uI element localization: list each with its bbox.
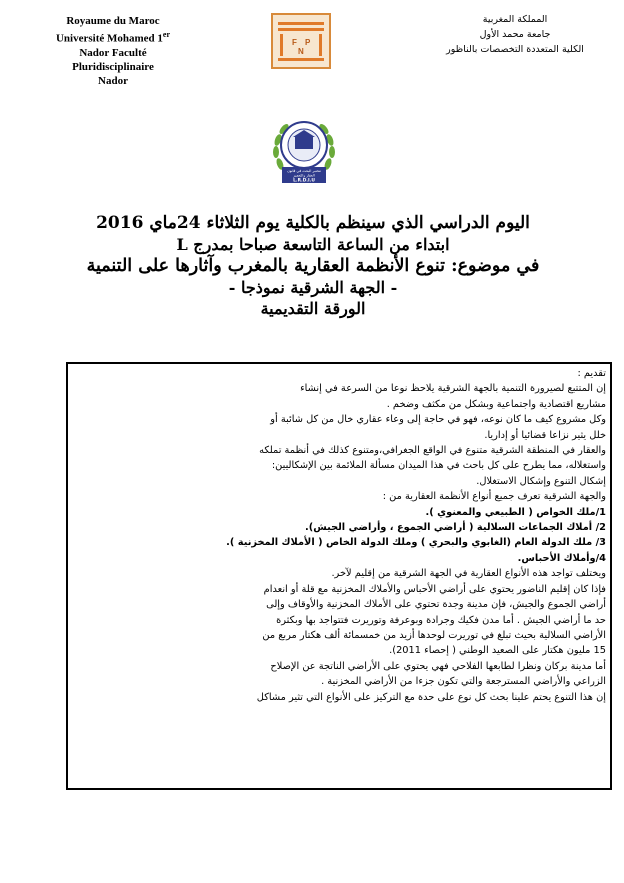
faculty-logo-letter-f: F (292, 38, 297, 47)
body-line: وكل مشروع كيف ما كان نوعه، فهو في حاجة إلى وعاء عقاري خال من كل شائبة أو (270, 414, 606, 426)
header-ar-line-3: الكلية المتعددة التخصصات بالناظور (446, 44, 584, 55)
header-french (38, 14, 188, 88)
faculty-logo-letter-n: N (298, 47, 304, 56)
body-line: والجهة الشرقية تعرف جميع أنواع الأنظمة العقارية من : (382, 491, 606, 503)
faculty-logo (270, 12, 332, 70)
header-fr-university: Université Mohamed 1 (55, 32, 163, 45)
body-line: واستغلاله، مما يطرح على كل باحث في هذا الميدان مسألة الملائمة بين الإشكاليين: (271, 460, 606, 472)
body-line: الأراضي السلالية بحيث تبلغ في توريرت لوحدها أزيد من خمسمائة ألف هكتار مربع من (262, 629, 606, 641)
body-line: فإذا كان إقليم الناضور يحتوي على أراضي الأحباس والأملاك المخزنية مع قلة أو انعدام (263, 583, 606, 595)
title-line-2: ابتداء من الساعة التاسعة صباحا بمدرج L (176, 235, 450, 254)
faculty-logo-letter-p: P (305, 38, 311, 47)
body-line: 3/ ملك الدولة العام (الغابوي والبحري ) وملك الدولة الخاص ( الأملاك المخزنية ). (226, 537, 606, 549)
title-line-3: في موضوع: تنوع الأنظمة العقارية بالمغرب وآثارها على التنمية (86, 256, 540, 276)
body-line: أراضي الجموع والجيش، فإن مدينة وجدة تحتوي على الأملاك المخزنية والأوقاف وإلى (266, 599, 606, 611)
body-line: خلل يثير نزاعا قضائيا أو إداريا. (484, 429, 606, 441)
lab-logo-text-2: العقار والتعمير (293, 173, 315, 178)
lab-logo (268, 112, 340, 186)
header-fr-line-4: Nador (98, 74, 128, 87)
body-line: 2/ أملاك الجماعات السلالية ( أراضي الجموع ، وأراضي الجيش). (305, 522, 606, 534)
header-arabic (430, 12, 600, 57)
body-line: والعقار في المنطقة الشرقية متنوع في الواقع الجغرافي،ومتنوع كذلك في أنظمة تملكه (259, 445, 606, 457)
body-line: مشاريع اقتصادية واجتماعية وبشكل من مكثف وضخم . (386, 398, 606, 410)
body-line: إن هذا التنوع يحتم علينا بحث كل نوع على حدة مع التركيز على الأنواع التي تثير مشاكل (256, 691, 606, 703)
title-line-1: اليوم الدراسي الذي سينظم بالكلية يوم الثلاثاء 24ماي 2016 (96, 213, 530, 233)
lab-logo-text-1: مختبر البحث في قانون (287, 169, 321, 173)
body-line: تقديم : (577, 368, 606, 379)
header-ar-line-2: جامعة محمد الأول (479, 29, 551, 40)
announcement-titles (20, 212, 606, 319)
body-line: حد ما أراضي الجيش . أما مدن فكيك وجرادة وبوعرفة وتوريرت فتتواجد بها وبكثرة (276, 614, 606, 626)
title-line-4: - الجهة الشرقية نموذجا - (228, 278, 398, 297)
body-line: إن المتتبع لصيرورة التنمية بالجهة الشرقية يلاحظ نوعا من السرعة في إنشاء (300, 383, 606, 395)
body-line: 15 مليون هكتار على الصعيد الوطني ( إحصاء 2011). (389, 645, 606, 657)
body-line: ويختلف تواجد هذه الأنواع العقارية في الجهة الشرقية من إقليم لآخر. (331, 568, 606, 580)
header-ar-line-1: المملكة المغربية (482, 14, 548, 25)
presentation-text (70, 366, 606, 705)
lab-logo-text-3: L.R.D.I.U (293, 178, 315, 184)
body-line: أما مدينة بركان ونظرا لطابعها الفلاحي فهي يحتوي على الأراضي الناتجة عن الإصلاح (270, 660, 606, 672)
title-line-5: الورقة التقديمية (260, 299, 366, 318)
header-fr-line-1: Royaume du Maroc (66, 15, 160, 27)
header-fr-superscript: er (162, 30, 171, 39)
body-line: 1/ملك الخواص ( الطبيعي والمعنوي ). (425, 506, 606, 518)
body-line: الزراعي والأراضي المسترجعة والتي تكون جزءا من الأراضي المخزنية . (321, 676, 606, 688)
header-fr-line-2 (38, 28, 188, 46)
body-line: إشكال التنوع وإشكال الاستغلال. (476, 475, 606, 487)
body-line: 4/وأملاك الأحباس. (517, 552, 606, 564)
header-fr-line-3: Nador Faculté Pluridisciplinaire (72, 46, 154, 73)
